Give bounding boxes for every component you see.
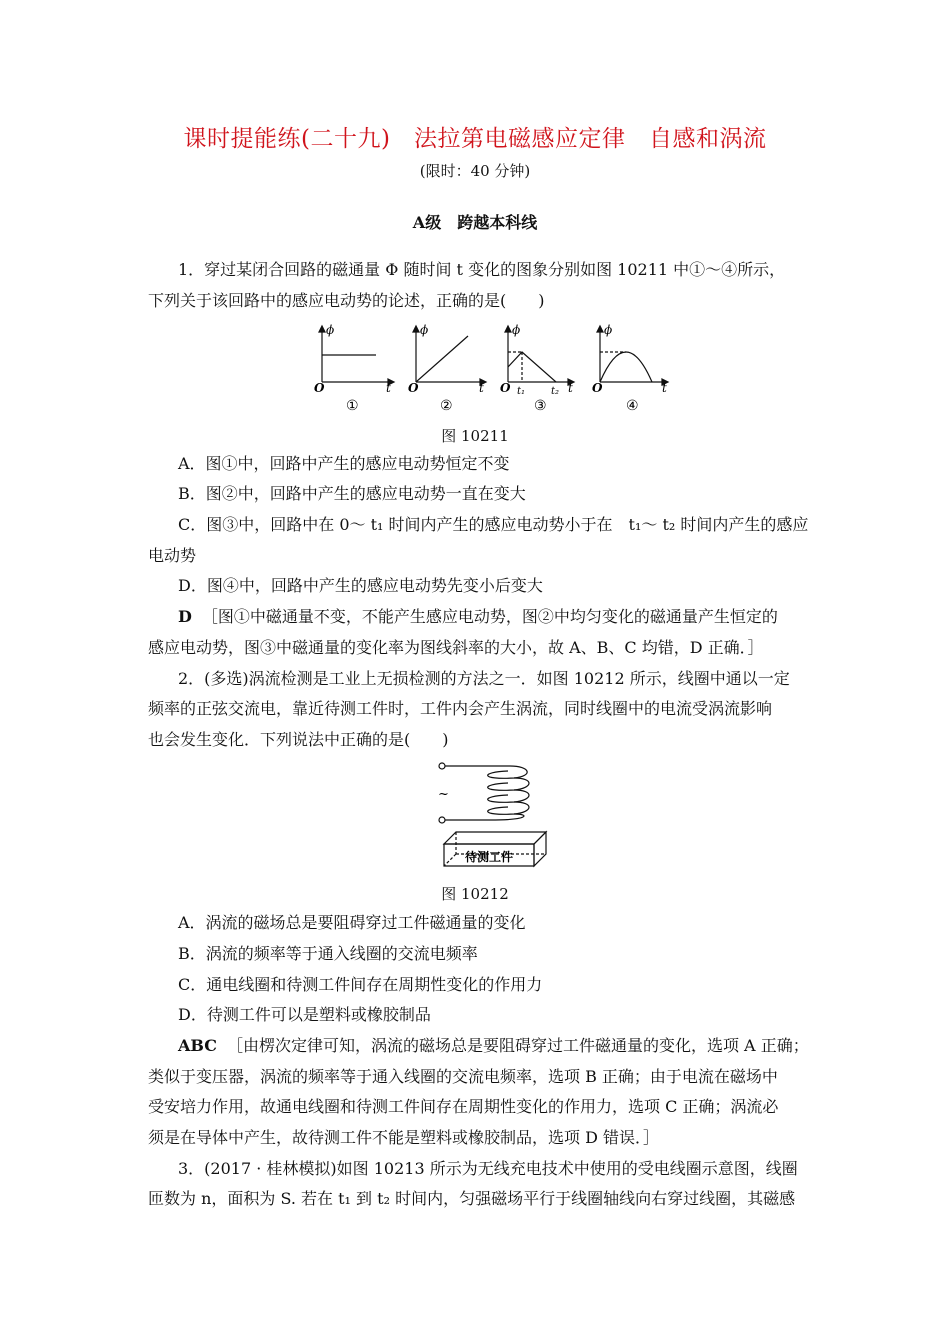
time-limit: (限时：40 分钟) <box>419 162 531 180</box>
figure-10211 <box>308 322 678 414</box>
level-heading: A级 跨越本科线 <box>412 213 538 232</box>
q2-stem-line-3: 也会发生变化．下列说法中正确的是( ) <box>148 730 449 749</box>
q1-stem-line-2: 下列关于该回路中的感应电动势的论述，正确的是( ) <box>148 291 545 310</box>
figure-10212 <box>430 758 560 870</box>
graph-2-label: ② <box>440 398 453 414</box>
q2-option-b: B．涡流的频率等于通入线圈的交流电频率 <box>178 944 478 963</box>
graph-1-label: ① <box>346 398 359 414</box>
q2-answer: ABC <box>178 1036 217 1055</box>
q1-option-b: B．图②中，回路中产生的感应电动势一直在变大 <box>178 484 526 503</box>
q2-stem-line-2: 频率的正弦交流电，靠近待测工件时，工件内会产生涡流，同时线圈中的电流受涡流影响 <box>148 699 773 718</box>
q1-option-d: D．图④中，回路中产生的感应电动势先变小后变大 <box>178 576 543 595</box>
q1-explanation-line-1 <box>178 607 848 627</box>
ac-source-symbol: ~ <box>438 787 449 802</box>
graph-3-axis-y: ϕ <box>512 323 521 337</box>
q3-stem-line-2: 匝数为 n，面积为 S. 若在 t₁ 到 t₂ 时间内，匀强磁场平行于线圈轴线向右穿过线圈，其磁感 <box>148 1189 796 1208</box>
q1-explanation-line-2: 感应电动势，图③中磁通量的变化率为图线斜率的大小，故 A、B、C 均错，D 正确．］ <box>148 638 764 657</box>
graph-2-origin: O <box>408 381 419 395</box>
figure-10211-caption: 图 10211 <box>441 427 509 445</box>
graph-4-axis-x: t <box>662 381 667 395</box>
q2-explanation-line-4: 须是在导体中产生，故待测工件不能是塑料或橡胶制品，选项 D 错误．］ <box>148 1128 660 1147</box>
graph-1-origin: O <box>314 381 325 395</box>
graph-3-t1: t₁ <box>517 386 526 397</box>
graph-1-axis-x: t <box>386 381 391 395</box>
page-title: 课时提能练(二十九) 法拉第电磁感应定律 自感和涡流 <box>183 126 767 152</box>
coil-and-terminals <box>439 763 529 823</box>
q1-option-c-line-1: C．图③中，回路中在 0～ t₁ 时间内产生的感应电动势小于在 t₁～ t₂ 时间内产生的感应 <box>178 515 809 534</box>
graph-1-axis-y: ϕ <box>326 323 335 337</box>
q1-option-a: A．图①中，回路中产生的感应电动势恒定不变 <box>178 454 510 473</box>
q2-explanation-line-2: 类似于变压器，涡流的频率等于通入线圈的交流电频率，选项 B 正确；由于电流在磁场中 <box>148 1067 778 1086</box>
graph-3-label: ③ <box>534 398 547 414</box>
graph-2-axis-x: t <box>479 381 484 395</box>
q1-answer: D <box>178 607 192 626</box>
q1-option-c-line-2: 电动势 <box>148 546 197 565</box>
q3-stem-line-1: 3．(2017 · 桂林模拟)如图 10213 所示为无线充电技术中使用的受电线圈示意图，线圈 <box>178 1159 798 1178</box>
graph-4-origin: O <box>592 381 603 395</box>
q2-option-c: C．通电线圈和待测工件间存在周期性变化的作用力 <box>178 975 543 994</box>
q2-explanation-text-1: ［由楞次定律可知，涡流的磁场总是要阻碍穿过工件磁通量的变化，选项 A 正确； <box>226 1036 809 1055</box>
graph-4-axis-y: ϕ <box>604 323 613 337</box>
q2-option-a: A．涡流的磁场总是要阻碍穿过工件磁通量的变化 <box>178 913 526 932</box>
q2-explanation-line-1 <box>178 1036 848 1056</box>
q1-stem-line-1: 1．穿过某闭合回路的磁通量 Φ 随时间 t 变化的图象分别如图 10211 中①～④所示， <box>178 260 786 279</box>
q2-explanation-line-3: 受安培力作用，故通电线圈和待测工件间存在周期性变化的作用力，选项 C 正确；涡流必 <box>148 1097 779 1116</box>
graph-2-axis-y: ϕ <box>420 323 429 337</box>
q1-explanation-text-1: ［图①中磁通量不变，不能产生感应电动势，图②中均匀变化的磁通量产生恒定的 <box>201 607 778 626</box>
figure-10212-caption: 图 10212 <box>441 885 509 903</box>
graph-4-label: ④ <box>626 398 639 414</box>
graph-3-axis-x: t <box>568 381 573 395</box>
q2-stem-line-1: 2．(多选)涡流检测是工业上无损检测的方法之一．如图 10212 所示，线圈中通以一定 <box>178 669 790 688</box>
graph-3-t2: t₂ <box>551 386 560 397</box>
q2-option-d: D．待测工件可以是塑料或橡胶制品 <box>178 1005 431 1024</box>
workpiece-label: 待测工件 <box>464 850 514 864</box>
graph-3-origin: O <box>500 381 511 395</box>
